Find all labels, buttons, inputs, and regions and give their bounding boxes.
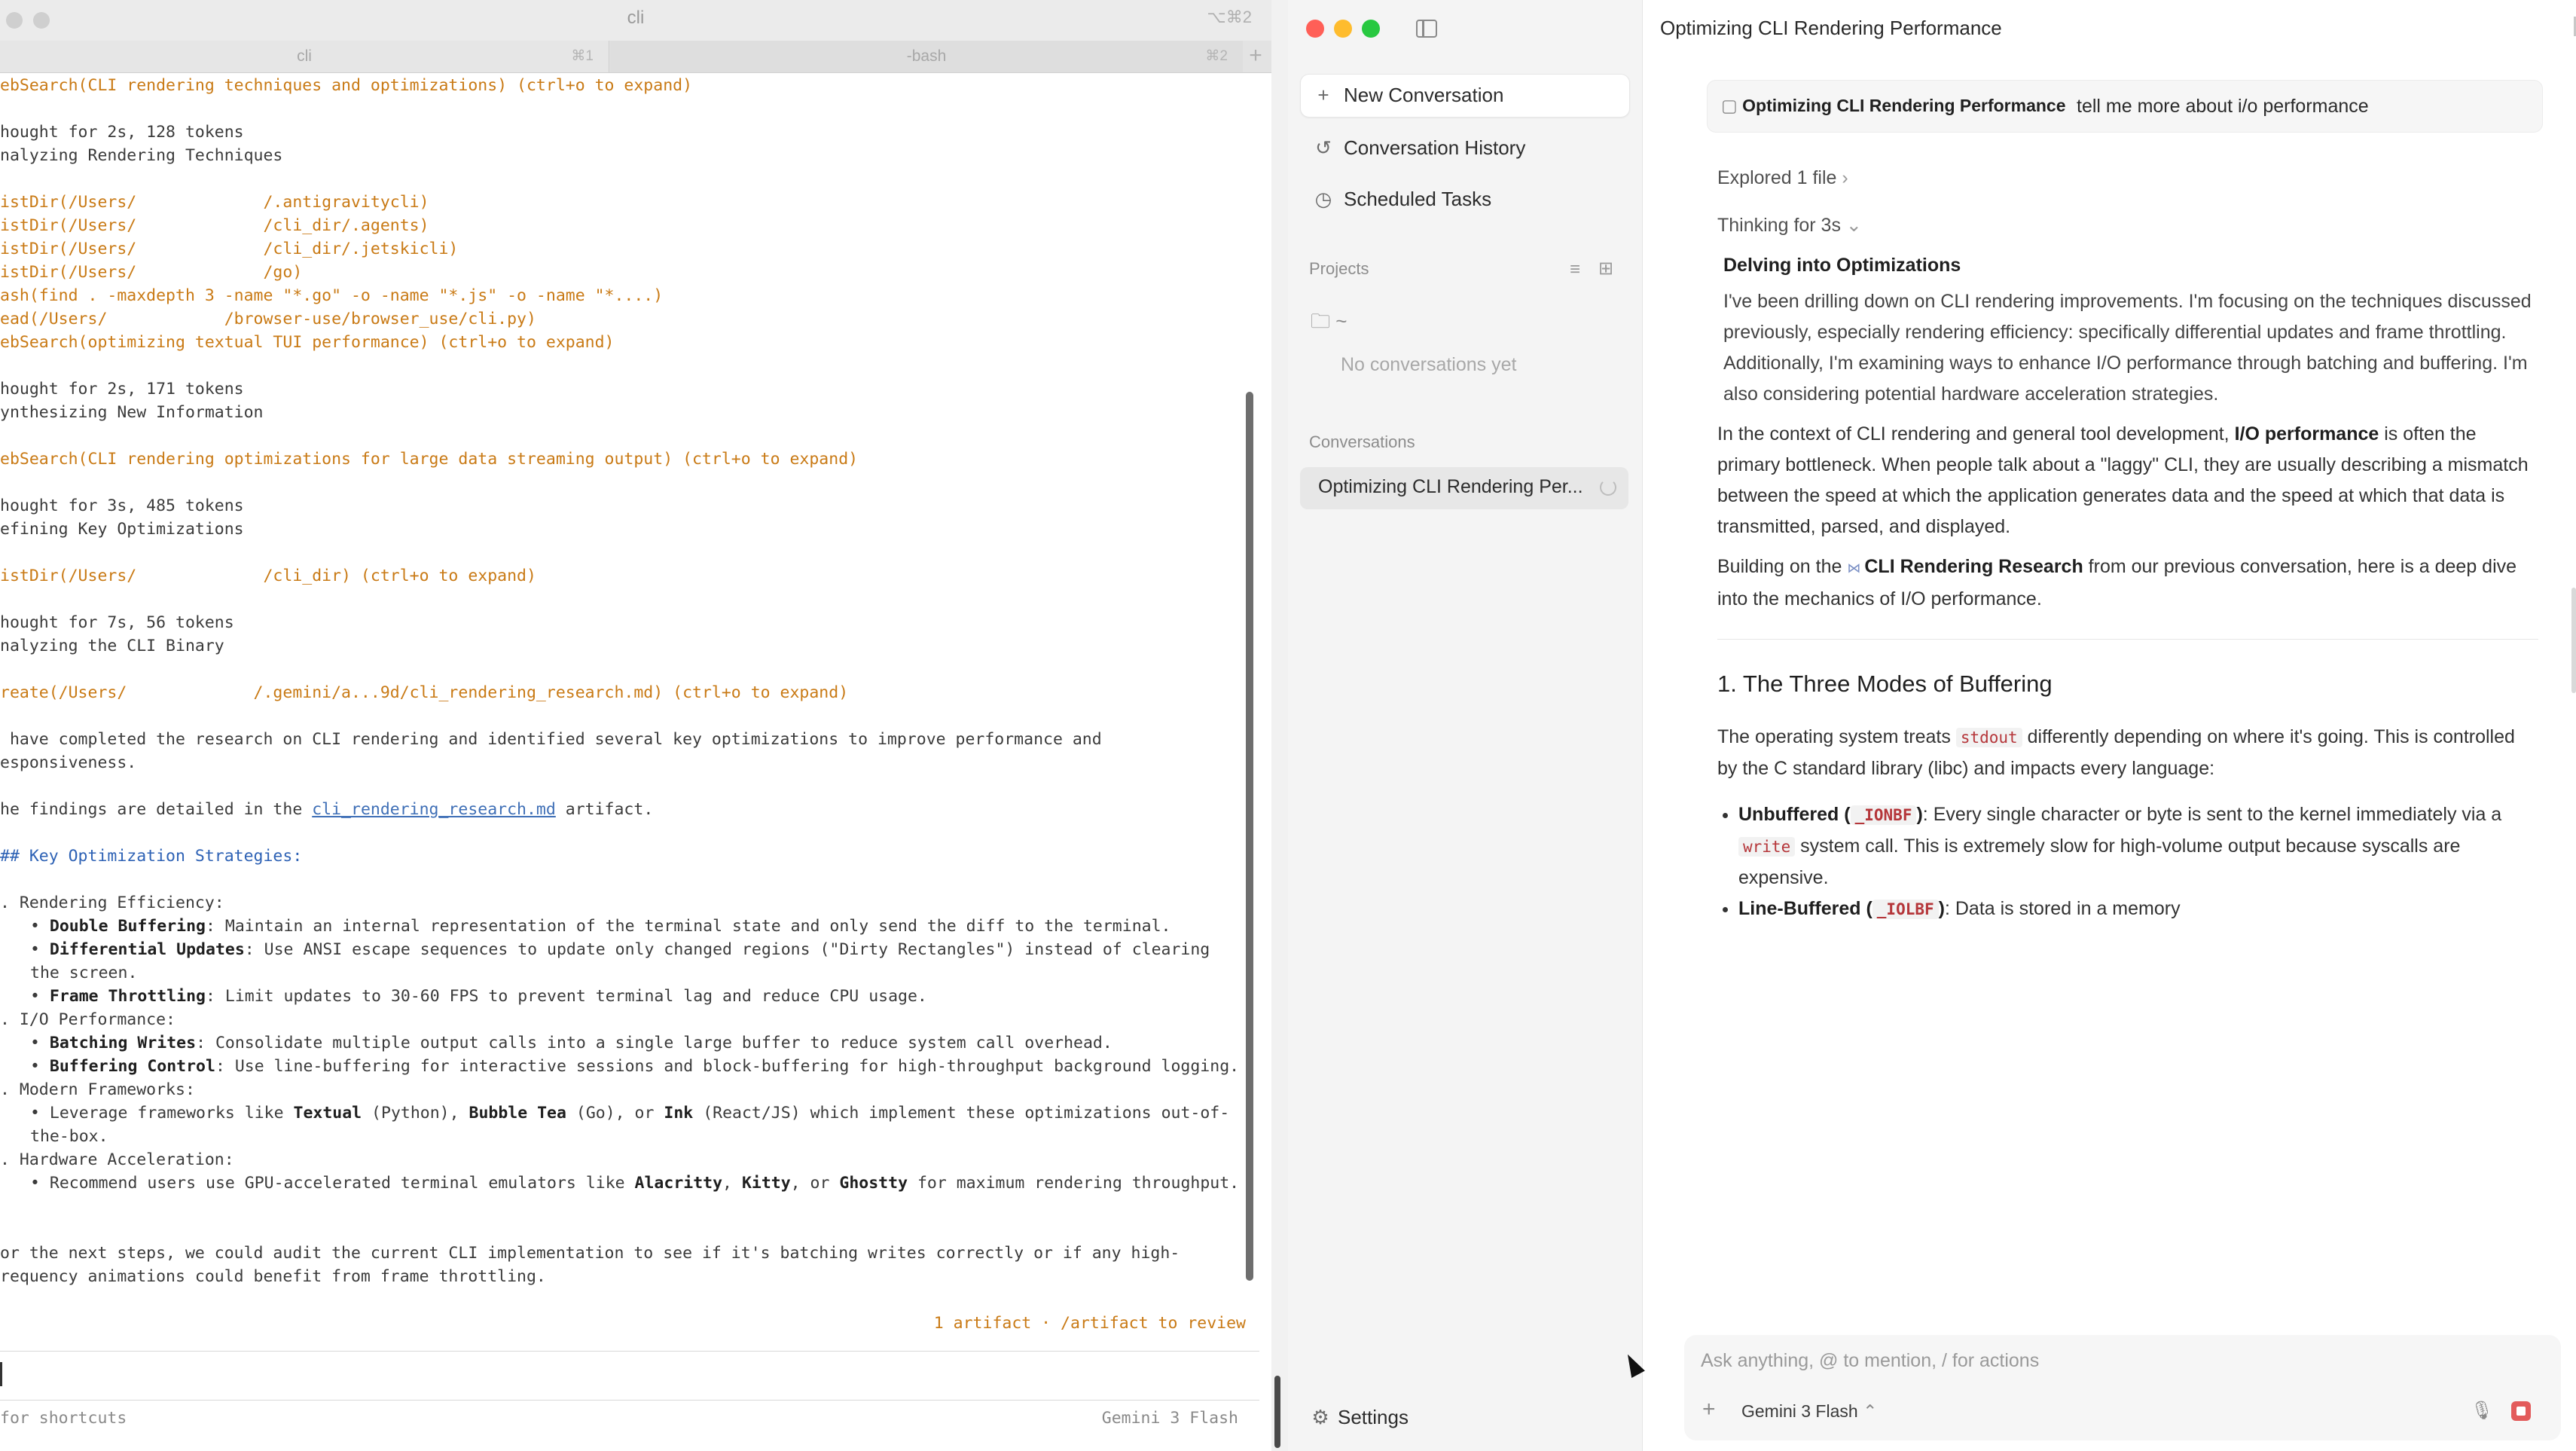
terminal-bullet: • Leverage frameworks like Textual (Python), Bubble Tea (Go), or Ink (React/JS) which implement these optimizations out-of-: [30, 1104, 1230, 1123]
terminal-scrollbar[interactable]: [1246, 392, 1253, 1281]
settings-label: Settings: [1338, 1406, 1409, 1428]
artifact-link-icon: ⋈: [1847, 561, 1865, 576]
chevron-up-icon: ⌃: [1863, 1401, 1878, 1421]
terminal-line: hought for 3s, 485 tokens: [0, 496, 244, 515]
terminal-line: he findings are detailed in the cli_rendering_research.md artifact.: [0, 800, 654, 819]
model-selector[interactable]: Gemini 3 Flash ⌃: [1741, 1401, 1878, 1421]
terminal-line: ebSearch(CLI rendering techniques and optimizations) (ctrl+o to expand): [0, 76, 693, 95]
terminal-line: hought for 2s, 171 tokens: [0, 380, 244, 399]
terminal-line: ead(/Users/ /browser-use/browser_use/cli.py): [0, 310, 536, 328]
terminal-line: . Hardware Acceleration:: [0, 1150, 234, 1169]
terminal-titlebar: [0, 0, 1271, 41]
terminal-line: . I/O Performance:: [0, 1010, 175, 1029]
scroll-indicator: [2571, 588, 2576, 693]
terminal-line: ebSearch(CLI rendering optimizations for large data streaming output) (ctrl+o to expand): [0, 450, 859, 469]
loading-spinner-icon: [1600, 479, 1616, 496]
sidebar-toggle-icon[interactable]: [1416, 20, 1437, 38]
terminal-line: istDir(/Users/ /cli_dir/.agents): [0, 216, 429, 235]
terminal-bullet: • Frame Throttling: Limit updates to 30-60 FPS to prevent terminal lag and reduce CPU usage.: [30, 987, 927, 1006]
thought-body: I've been drilling down on CLI rendering improvements. I'm focusing on the techniques discussed previously, especially rendering efficiency: specifically differential updates and frame throttling. Additionally, I'm examining ways to enhance I/O performance through batching and buffering. I'm also considering potential hardware acceleration strategies.: [1723, 291, 2532, 405]
terminal-window: [0, 0, 1273, 1451]
composer-input[interactable]: Ask anything, @ to mention, / for actions: [1701, 1350, 2040, 1371]
sidebar: [1288, 0, 1643, 1451]
conversation-item[interactable]: [1300, 467, 1628, 509]
history-icon: ↺: [1315, 136, 1332, 159]
response-paragraph: The operating system treats stdout differently depending on where it's going. This is controlled by the C standard library (libc) and impacts every language:: [1717, 726, 2515, 779]
new-conversation-row[interactable]: [1314, 80, 1503, 110]
terminal-line: istDir(/Users/ /cli_dir/.jetskicli): [0, 240, 459, 258]
window-minimize-button[interactable]: [1334, 20, 1352, 38]
window-close-button[interactable]: [1306, 20, 1324, 38]
terminal-bullet: • Buffering Control: Use line-buffering for interactive sessions and block-buffering for high-throughput background logging.: [30, 1057, 1240, 1076]
terminal-bullet: • Differential Updates: Use ANSI escape sequences to update only changed regions ("Dirty Rectangles") instead of clearing: [30, 940, 1210, 959]
chevron-down-icon: ⌄: [1845, 215, 1862, 236]
thinking-toggle[interactable]: Thinking for 3s ⌄: [1717, 215, 1862, 236]
assistant-response-continued: [1717, 722, 2538, 925]
terminal-line: requency animations could benefit from frame throttling.: [0, 1267, 546, 1286]
tab-cli[interactable]: [0, 41, 609, 72]
filter-icon[interactable]: ≡: [1570, 259, 1581, 280]
page-title: Optimizing CLI Rendering Performance: [1660, 17, 2002, 39]
chevron-right-icon: ›: [1842, 167, 1848, 188]
list-item: • Unbuffered ( _IONBF ): Every single character or byte is sent to the kernel immediately via a write system call. This is extremely slow for high-volume output because syscalls are expensive.: [1738, 799, 2538, 894]
terminal-tab-bar: [0, 41, 1271, 73]
divider: [1717, 639, 2538, 640]
terminal-line: . Rendering Efficiency:: [0, 894, 224, 912]
terminal-line: esponsiveness.: [0, 753, 137, 772]
folder-icon: 🗀: [1311, 310, 1331, 332]
terminal-line: ynthesizing New Information: [0, 403, 264, 422]
project-folder-label: ~: [1335, 310, 1348, 332]
user-message: [1707, 80, 2543, 133]
explored-files-toggle[interactable]: Explored 1 file ›: [1717, 167, 1848, 188]
tab-label: cli: [297, 47, 312, 65]
stop-button[interactable]: [2511, 1401, 2531, 1421]
empty-projects-text: No conversations yet: [1341, 354, 1517, 375]
terminal-line: nalyzing the CLI Binary: [0, 637, 224, 655]
terminal-line: reate(/Users/ /.gemini/a...9d/cli_rendering_research.md) (ctrl+o to expand): [0, 683, 849, 702]
resize-handle[interactable]: [1274, 1376, 1280, 1448]
user-message-text: tell me more about i/o performance: [2077, 96, 2369, 117]
terminal-line: the screen.: [30, 964, 138, 982]
input-divider: [0, 1351, 1259, 1352]
response-paragraph: In the context of CLI rendering and general tool development, I/O performance is often the primary bottleneck. When people talk about a "laggy" CLI, they are usually describing a mismatch between the speed at which the application generates data and the speed at which that data is transmitted, parsed, and displayed.: [1717, 423, 2529, 537]
window-divider: [1271, 0, 1288, 1451]
thought-title: Delving into Optimizations: [1723, 255, 1961, 276]
artifact-link[interactable]: CLI Rendering Research: [1864, 556, 2083, 577]
terminal-line: ash(find . -maxdepth 3 -name "*.go" -o -name "*.js" -o -name "*....): [0, 286, 664, 305]
terminal-output: [0, 74, 1250, 1355]
tab-bash[interactable]: [610, 41, 1243, 72]
tab-label: -bash: [906, 47, 947, 65]
gear-icon: ⚙: [1311, 1406, 1329, 1428]
plus-icon: +: [1317, 84, 1329, 106]
conversation-item-label: Optimizing CLI Rendering Per...: [1318, 476, 1583, 497]
sidebar-item-history[interactable]: [1314, 133, 1525, 163]
list-item: • Line-Buffered ( _IOLBF ): Data is stored in a memory: [1738, 894, 2538, 925]
terminal-line: . Modern Frameworks:: [0, 1080, 195, 1099]
add-attachment-button[interactable]: +: [1702, 1397, 1716, 1422]
terminal-line: have completed the research on CLI rendering and identified several key optimizations to improve performance and: [0, 730, 1102, 749]
conversations-section-title: Conversations: [1309, 432, 1415, 451]
chat-bubble-icon: ▢: [1721, 96, 1738, 115]
terminal-title: cli: [627, 8, 645, 28]
projects-section-title: Projects: [1309, 259, 1369, 278]
sidebar-item-label: Conversation History: [1344, 136, 1526, 159]
terminal-line: istDir(/Users/ /cli_dir) (ctrl+o to expand): [0, 567, 536, 585]
terminal-line: nalyzing Rendering Techniques: [0, 146, 283, 165]
section-heading: 1. The Three Modes of Buffering: [1717, 671, 2053, 697]
terminal-heading: ## Key Optimization Strategies:: [0, 847, 303, 866]
window-maximize-button[interactable]: [1362, 20, 1380, 38]
terminal-bullet: • Batching Writes: Consolidate multiple output calls into a single large buffer to reduce system call overhead.: [30, 1034, 1113, 1052]
conversation-panel: [1642, 0, 2576, 1451]
new-folder-icon[interactable]: ⊞: [1598, 258, 1614, 279]
sidebar-item-label: Scheduled Tasks: [1344, 188, 1492, 210]
artifact-review-note[interactable]: 1 artifact · /artifact to review: [933, 1314, 1246, 1333]
new-conversation-label: New Conversation: [1344, 84, 1504, 106]
model-indicator: Gemini 3 Flash: [1101, 1409, 1238, 1428]
terminal-line: hought for 2s, 128 tokens: [0, 123, 244, 142]
assistant-response: [1717, 249, 2538, 615]
terminal-line: hought for 7s, 56 tokens: [0, 613, 234, 632]
tab-shortcut: ⌘2: [1205, 48, 1228, 64]
settings-button[interactable]: [1311, 1406, 1409, 1429]
terminal-line: ebSearch(optimizing textual TUI performance) (ctrl+o to expand): [0, 333, 615, 352]
context-chip[interactable]: ▢ Optimizing CLI Rendering Performance: [1721, 96, 2066, 115]
terminal-line: or the next steps, we could audit the current CLI implementation to see if it's batching writes correctly or if any high-: [0, 1244, 1180, 1263]
terminal-line: istDir(/Users/ /go): [0, 263, 303, 282]
terminal-bullet: • Double Buffering: Maintain an internal representation of the terminal state and only send the diff to the terminal.: [30, 917, 1171, 936]
microphone-icon[interactable]: 🎙: [2471, 1401, 2494, 1421]
terminal-line: the-box.: [30, 1127, 108, 1146]
terminal-cursor[interactable]: [0, 1362, 2, 1386]
artifact-link[interactable]: cli_rendering_research.md: [312, 800, 556, 819]
tab-shortcut: ⌘1: [571, 48, 594, 64]
sidebar-item-scheduled-tasks[interactable]: [1314, 184, 1491, 214]
terminal-bullet: • Recommend users use GPU-accelerated terminal emulators like Alacritty, Kitty, or Ghostty for maximum rendering throughput.: [30, 1174, 1240, 1193]
terminal-line: efining Key Optimizations: [0, 520, 244, 539]
project-folder[interactable]: [1311, 307, 1347, 341]
terminal-title-shortcut: ⌥⌘2: [1207, 8, 1252, 26]
new-tab-button[interactable]: +: [1249, 43, 1262, 68]
message-composer[interactable]: [1684, 1335, 2561, 1440]
agent-window: [1288, 0, 2576, 1451]
terminal-line: istDir(/Users/ /.antigravitycli): [0, 193, 429, 212]
clock-icon: ◷: [1314, 188, 1332, 210]
shortcuts-hint: for shortcuts: [0, 1409, 127, 1428]
input-divider: [0, 1400, 1259, 1401]
response-paragraph: Building on the ⋈ CLI Rendering Research from our previous conversation, here is a deep dive into the mechanics of I/O performance.: [1717, 556, 2517, 609]
